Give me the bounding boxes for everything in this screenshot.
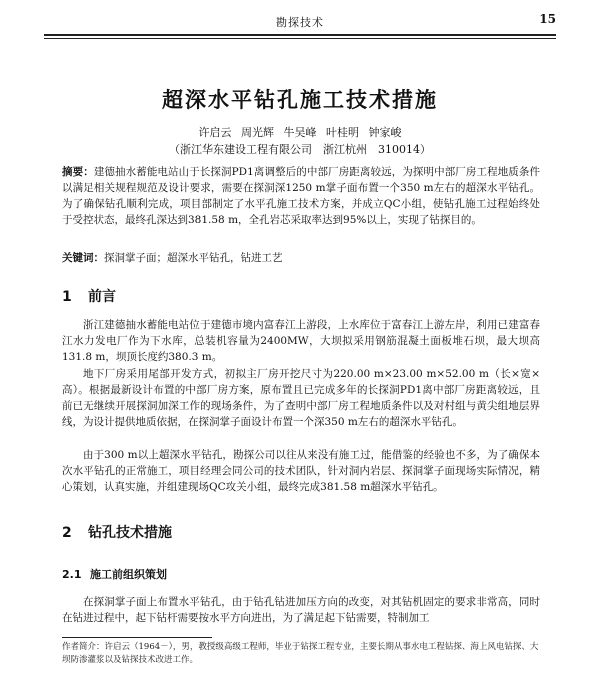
author-list [0, 124, 600, 140]
section-title: 钻孔技术措施 [88, 525, 172, 541]
section-number: 2 [62, 525, 72, 541]
keywords-text: 探洞掌子面；超深水平钻孔，钻进工艺 [104, 252, 283, 264]
body-paragraph: 地下厂房采用尾部开发方式，初拟主厂房开挖尺寸为220.00 m×23.00 m×52.00 m（长×宽×高）。根据最新设计布置的中部厂房方案，原布置且已完成多年的长探洞PD1离中部厂房距离较远，且前已无继续开展探洞加深工作的现场条件，为了查明中部厂房工程地质条件以及对村组与黄尖组地层界线，为设计提供地质依据，在探洞掌子面设计布置一个深350 m左右的超深水平钻孔。 [62, 368, 540, 428]
section-heading [62, 522, 172, 542]
footnote-rule [62, 637, 212, 638]
body-paragraph: 浙江建德抽水蓄能电站位于建德市境内富春江上游段，上水库位于富春江上游左岸，利用已建富春江水力发电厂作为下水库，总装机容量为2400MW，大坝拟采用钢筋混凝土面板堆石坝，最大坝高131.8 m，坝顶长度约380.3 m。 [62, 319, 540, 363]
affiliation: （浙江华东建设工程有限公司 浙江杭州 310014） [169, 143, 431, 156]
keywords-label: 关键词： [62, 252, 104, 264]
journal-section-title: 勘探技术 [276, 16, 324, 29]
keywords [62, 250, 540, 266]
header-rule-thick [44, 34, 556, 36]
running-header [44, 8, 556, 34]
section-heading [62, 286, 116, 306]
section-title: 前言 [88, 289, 116, 305]
section-number: 1 [62, 289, 72, 305]
article-title: 超深水平钻孔施工技术措施 [162, 88, 438, 112]
abstract [62, 164, 540, 228]
body-paragraph: 在探洞掌子面上布置水平钻孔，由于钻孔钻进加压方向的改变，对其钻机固定的要求非常高，同时在钻进过程中，起下钻杆需要按水平方向进出，为了满足起下钻需要，特制加工 [62, 596, 540, 624]
subsection-heading [62, 566, 167, 582]
author-name: 牛吴峰 [283, 126, 317, 139]
abstract-label: 摘要： [62, 166, 94, 178]
author-name: 叶桂明 [326, 126, 359, 139]
header-rule-thin [44, 38, 556, 39]
subsection-title: 施工前组织策划 [90, 568, 167, 581]
page-number: 15 [539, 12, 556, 26]
subsection-number: 2.1 [62, 568, 82, 581]
body-paragraph: 由于300 m以上超深水平钻孔，勘探公司以往从来没有施工过，能借鉴的经验也不多，为了确保本次水平钻孔的正常施工，项目经理会同公司的技术团队，针对洞内岩层、探洞掌子面现场实际情况，精心策划，认真实施，并组建现场QC攻关小组，最终完成381.58 m超深水平钻孔。 [62, 449, 540, 493]
author-name: 钟家峻 [368, 126, 402, 139]
abstract-text: 建德抽水蓄能电站山于长探洞PD1离调整后的中部厂房距离较远，为探明中部厂房工程地质条件以满足相关规程规范及设计要求，需要在探洞深1250 m掌子面布置一个350 m左右的超深水平钻孔。为了确保钻孔顺利完成，项目部制定了水平孔施工技术方案，并成立QC小组，使钻孔施工过程始终处于受控状态，最终孔深达到381.58 m，全孔岩芯采取率达到95%以上，实现了钻探目的。 [62, 166, 541, 226]
author-name: 周光辉 [241, 126, 274, 139]
footnote: 作者简介：许启云（1964－），男，教授级高级工程师，毕业于钻探工程专业，主要长期从事水电工程钻探、海上风电钻探、大坝防渗灌浆以及钻探技术改进工作。 [62, 642, 539, 665]
author-name: 许启云 [198, 126, 232, 139]
